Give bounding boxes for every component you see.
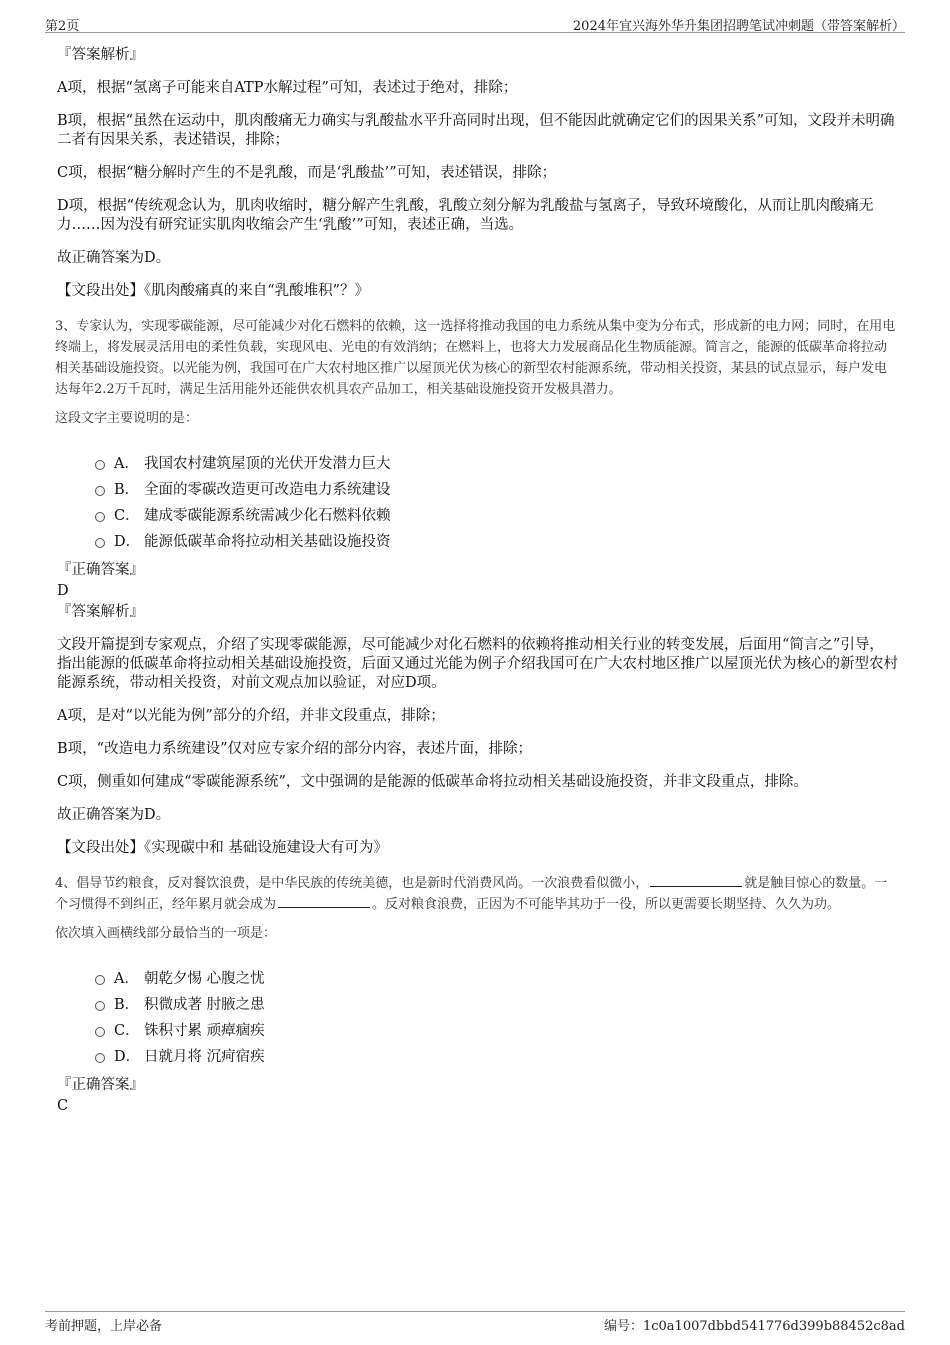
analysis-conclusion: 故正确答案为D。 xyxy=(57,807,171,823)
page-footer xyxy=(45,1311,905,1332)
question-4-options xyxy=(95,964,898,1068)
correct-answer: C xyxy=(57,1098,69,1114)
page-content xyxy=(55,46,898,1118)
analysis-heading: 『答案解析』 xyxy=(57,47,144,63)
text-source: 【文段出处】《肌肉酸痛真的来自“乳酸堆积”？》 xyxy=(57,283,370,299)
option-text: 铢积寸累 顽瘴痼疾 xyxy=(144,1022,265,1039)
option-letter: A． xyxy=(114,970,139,987)
option-c[interactable] xyxy=(95,501,898,527)
correct-answer-heading: 『正确答案』 xyxy=(57,1077,144,1093)
radio-icon[interactable] xyxy=(95,1053,105,1063)
analysis-option-a: A项，是对“以光能为例”部分的介绍，并非文段重点，排除； xyxy=(57,708,445,724)
question-4-text-part: 。反对粮食浪费，正因为不可能毕其功于一役，所以更需要长期坚持、久久为功。 xyxy=(372,897,841,912)
option-letter: C． xyxy=(114,507,140,524)
question-4-text-part: 就是触目惊心的数量。一个习惯得不到纠正，经年累月就会成为 xyxy=(55,876,888,912)
question-3-prompt: 这段文字主要说明的是： xyxy=(55,411,199,426)
option-letter: D． xyxy=(114,533,141,550)
radio-icon[interactable] xyxy=(95,460,105,470)
radio-icon[interactable] xyxy=(95,486,105,496)
analysis-conclusion: 故正确答案为D。 xyxy=(57,250,171,266)
document-id: 编号：1c0a1007dbbd541776d399b88452c8ad xyxy=(603,1319,905,1334)
analysis-option-a: A项，根据“氢离子可能来自ATP水解过程”可知，表述过于绝对，排除； xyxy=(57,80,518,96)
question-4-text xyxy=(55,873,898,915)
analysis-option-b: B项，“改造电力系统建设”仅对应专家介绍的部分内容，表述片面，排除； xyxy=(57,741,532,757)
radio-icon[interactable] xyxy=(95,975,105,985)
radio-icon[interactable] xyxy=(95,512,105,522)
page-number: 第2页 xyxy=(45,19,80,34)
option-letter: A． xyxy=(114,455,139,472)
question-4-prompt: 依次填入画横线部分最恰当的一项是： xyxy=(55,926,277,941)
radio-icon[interactable] xyxy=(95,1001,105,1011)
fill-blank-1 xyxy=(650,874,742,887)
page-header xyxy=(45,14,905,33)
option-c[interactable] xyxy=(95,1016,898,1042)
option-letter: B． xyxy=(114,481,140,498)
option-b[interactable] xyxy=(95,990,898,1016)
option-letter: C． xyxy=(114,1022,140,1039)
radio-icon[interactable] xyxy=(95,1027,105,1037)
analysis-option-b: B项，根据“虽然在运动中，肌肉酸痛无力确实与乳酸盐水平升高同时出现，但不能因此就确定它们的因果关系”可知，文段并未明确二者有因果关系，表述错误，排除； xyxy=(57,113,895,148)
text-source: 【文段出处】《实现碳中和 基础设施建设大有可为》 xyxy=(57,840,388,856)
analysis-heading: 『答案解析』 xyxy=(57,604,144,620)
option-text: 全面的零碳改造更可改造电力系统建设 xyxy=(144,481,391,498)
option-d[interactable] xyxy=(95,1042,898,1068)
analysis-body: 文段开篇提到专家观点，介绍了实现零碳能源，尽可能减少对化石燃料的依赖将推动相关行业的转变发展，后面用“简言之”引导，指出能源的低碳革命将拉动相关基础设施投资，后面又通过光能为例子介绍我国可在广大农村地区推广以屋顶光伏为核心的新型农村能源系统，带动相关投资，对前文观点加以验证，对应D项。 xyxy=(57,637,898,691)
option-text: 日就月将 沉疴宿疾 xyxy=(144,1048,265,1065)
option-text: 积微成著 肘腋之患 xyxy=(144,996,265,1013)
option-a[interactable] xyxy=(95,449,898,475)
question-4-text-part: 4、倡导节约粮食，反对餐饮浪费，是中华民族的传统美德，也是新时代消费风尚。一次浪费看似微小， xyxy=(55,876,649,891)
analysis-option-c: C项，侧重如何建成“零碳能源系统”，文中强调的是能源的低碳革命将拉动相关基础设施投资，并非文段重点，排除。 xyxy=(57,774,808,790)
option-text: 能源低碳革命将拉动相关基础设施投资 xyxy=(144,533,391,550)
option-d[interactable] xyxy=(95,527,898,553)
radio-icon[interactable] xyxy=(95,538,105,548)
option-letter: D． xyxy=(114,1048,141,1065)
correct-answer: D xyxy=(57,583,69,599)
footer-slogan: 考前押题，上岸必备 xyxy=(45,1319,163,1334)
analysis-option-d: D项，根据“传统观念认为，肌肉收缩时，糖分解产生乳酸，乳酸立刻分解为乳酸盐与氢离子，导致环境酸化，从而让肌肉酸痛无力……因为没有研究证实肌肉收缩会产生‘乳酸’”可知，表述正确，当选。 xyxy=(57,198,874,233)
analysis-option-c: C项，根据“糖分解时产生的不是乳酸，而是‘乳酸盐’”可知，表述错误，排除； xyxy=(57,165,557,181)
fill-blank-2 xyxy=(278,895,370,908)
option-b[interactable] xyxy=(95,475,898,501)
question-3-text: 3、专家认为，实现零碳能源，尽可能减少对化石燃料的依赖，这一选择将推动我国的电力系统从集中变为分布式，形成新的电力网；同时，在用电终端上，将发展灵活用电的柔性负载，实现风电、光电的有效消纳；在燃料上，也将大力发展商品化生物质能源。简言之，能源的低碳革命将拉动相关基础设施投资。以光能为例，我国可在广大农村地区推广以屋顶光伏为核心的新型农村能源系统，带动相关投资，某县的试点显示，每户发电达每年2.2万千瓦时，满足生活用能外还能供农机具农产品加工，相关基础设施投资开发极具潜力。 xyxy=(55,319,896,397)
correct-answer-heading: 『正确答案』 xyxy=(57,562,144,578)
option-a[interactable] xyxy=(95,964,898,990)
document-title: 2024年宜兴海外华升集团招聘笔试冲刺题（带答案解析） xyxy=(572,19,905,34)
option-text: 我国农村建筑屋顶的光伏开发潜力巨大 xyxy=(144,455,391,472)
option-text: 朝乾夕惕 心腹之忧 xyxy=(144,970,265,987)
option-text: 建成零碳能源系统需减少化石燃料依赖 xyxy=(144,507,391,524)
option-letter: B． xyxy=(114,996,140,1013)
question-3-options xyxy=(95,449,898,553)
